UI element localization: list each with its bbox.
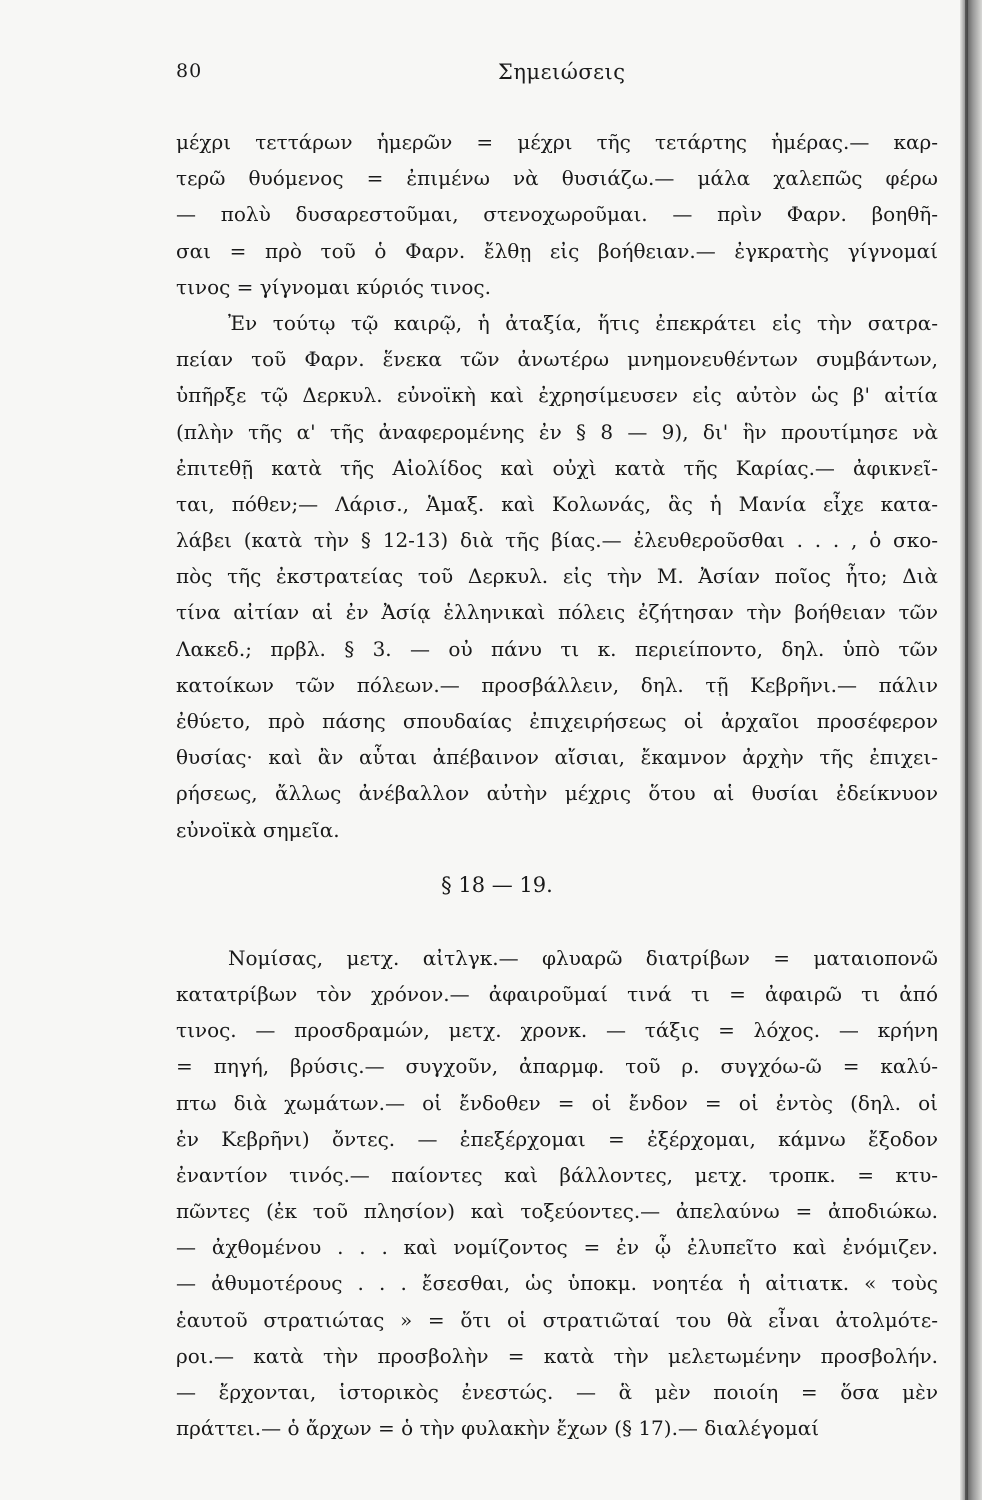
text-line: — ἔρχονται, ἱστορικὸς ἐνεστώς. — ἃ μὲν ποιοίη = ὅσα μὲν [176, 1380, 938, 1404]
text-line: εὐνοϊκὰ σημεῖα. [176, 817, 340, 842]
text-line: ται, πόθεν;— Λάρισ., Ἁμαξ. καὶ Κολωνάς, ἃς ἡ Μανία εἶχε κατα- [176, 491, 938, 516]
page-number: 80 [176, 60, 203, 82]
text-line: κατατρίβων τὸν χρόνον.— ἀφαιροῦμαί τινά τι = ἀφαιρῶ τι ἀπό [176, 981, 938, 1006]
paragraph-2 [176, 305, 938, 848]
text-line: = πηγή, βρύσις.— συγχοῦν, ἀπαρμφ. τοῦ ρ. συγχόω-ῶ = καλύ- [176, 1054, 938, 1079]
text-line: ἐπιτεθῇ κατὰ τῆς Αἰολίδος καὶ οὐχὶ κατὰ τῆς Καρίας.— ἀφικνεῖ- [176, 455, 938, 480]
text-line: πτω διὰ χωμάτων.— οἱ ἔνδοθεν = οἱ ἔνδον = οἱ ἐντὸς (δηλ. οἱ [176, 1090, 938, 1115]
running-title: Σημειώσεις [498, 60, 626, 84]
text-line: πὸς τῆς ἐκστρατείας τοῦ Δερκυλ. εἰς τὴν Μ. Ἀσίαν ποῖος ἦτο; Διὰ [176, 564, 938, 589]
text-line: — ἀθυμοτέρους . . . ἔσεσθαι, ὡς ὑποκμ. νοητέα ἡ αἰτιατκ. « τοὺς [176, 1271, 938, 1296]
text-line: πείαν τοῦ Φαρν. ἕνεκα τῶν ἀνωτέρω μνημονευθέντων συμβάντων, [176, 347, 938, 372]
text-line: ἐθύετο, πρὸ πάσης σπουδαίας ἐπιχειρήσεως οἱ ἀρχαῖοι προσέφερον [176, 709, 938, 733]
text-line: ἐν Κεβρῆνι) ὄντες. — ἐπεξέρχομαι = ἐξέρχομαι, κάμνω ἔξοδον [176, 1126, 938, 1151]
text-line: Λακεδ.; πρβλ. § 3. — οὐ πάνυ τι κ. περιείποντο, δηλ. ὑπὸ τῶν [176, 636, 938, 661]
page-edge-shadow [960, 0, 982, 1500]
text-line: — πολὺ δυσαρεστοῦμαι, στενοχωροῦμαι. — πρὶν Φαρν. βοηθῆ- [176, 202, 938, 227]
text-line: (πλὴν τῆς α' τῆς ἀναφερομένης ἐν § 8 — 9), δι' ἣν προυτίμησε νὰ [176, 419, 938, 444]
text-line: ἐναντίον τινός.— παίοντες καὶ βάλλοντες, μετχ. τροπκ. = κτυ- [176, 1162, 938, 1187]
text-line: πράττει.— ὁ ἄρχων = ὁ τὴν φυλακὴν ἔχων (§ 17).— διαλέγομαί [176, 1416, 820, 1441]
text-line: κατοίκων τῶν πόλεων.— προσβάλλειν, δηλ. τῇ Κεβρῆνι.— πάλιν [176, 672, 938, 697]
text-line: τινος. — προσδραμών, μετχ. χρονκ. — τάξις = λόχος. — κρήνη [176, 1018, 938, 1043]
paragraph-1 [176, 124, 938, 305]
text-line: σαι = πρὸ τοῦ ὁ Φαρν. ἔλθῃ εἰς βοήθειαν.— ἐγκρατὴς γίγνομαί [176, 238, 938, 263]
text-line: ἑαυτοῦ στρατιώτας » = ὅτι οἱ στρατιῶταί του θὰ εἶναι ἀτολμότε- [176, 1307, 938, 1332]
text-line: πῶντες (ἐκ τοῦ πλησίον) καὶ τοξεύοντες.— ἀπελαύνω = ἀποδιώκω. [176, 1199, 938, 1224]
text-line: τινος = γίγνομαι κύριός τινος. [176, 274, 491, 299]
spacer [176, 922, 938, 940]
text-line: Ἐν τούτῳ τῷ καιρῷ, ἡ ἀταξία, ἥτις ἐπεκράτει εἰς τὴν σατρα- [228, 310, 938, 335]
binding-line [965, 0, 968, 1500]
text-line: τερῶ θυόμενος = ἐπιμένω νὰ θυσιάζω.— μάλα χαλεπῶς φέρω [176, 166, 938, 191]
text-line: ὑπῆρξε τῷ Δερκυλ. εὐνοϊκὴ καὶ ἐχρησίμευσεν εἰς αὐτὸν ὡς β' αἰτία [176, 383, 938, 408]
text-line: — ἀχθομένου . . . καὶ νομίζοντος = ἐν ᾧ ἐλυπεῖτο καὶ ἐνόμιζεν. [176, 1235, 938, 1260]
text-line: ροι.— κατὰ τὴν προσβολὴν = κατὰ τὴν μελετωμένην προσβολήν. [176, 1343, 938, 1368]
text-line: θυσίας· καὶ ἂν αὗται ἀπέβαινον αἴσιαι, ἔκαμνον ἀρχὴν τῆς ἐπιχει- [176, 745, 938, 770]
text-line: Νομίσας, μετχ. αἰτλγκ.— φλυαρῶ διατρίβων = ματαιοπονῶ [228, 945, 938, 970]
text-line: μέχρι τεττάρων ἡμερῶν = μέχρι τῆς τετάρτης ἡμέρας.— καρ- [176, 130, 938, 154]
text-line: λάβει (κατὰ τὴν § 12-13) διὰ τῆς βίας.— ἐλευθεροῦσθαι . . . , ὁ σκο- [176, 528, 938, 553]
page-header [176, 60, 956, 94]
section-heading: § 18 — 19. [441, 872, 553, 897]
text-body [176, 124, 938, 1446]
text-line: τίνα αἰτίαν αἱ ἐν Ἀσίᾳ ἑλληνικαὶ πόλεις ἐζήτησαν τὴν βοήθειαν τῶν [176, 600, 938, 625]
paragraph-3 [176, 940, 938, 1447]
text-line: ρήσεως, ἄλλως ἀνέβαλλον αὐτὴν μέχρις ὅτου αἱ θυσίαι ἐδείκνυον [176, 781, 938, 806]
